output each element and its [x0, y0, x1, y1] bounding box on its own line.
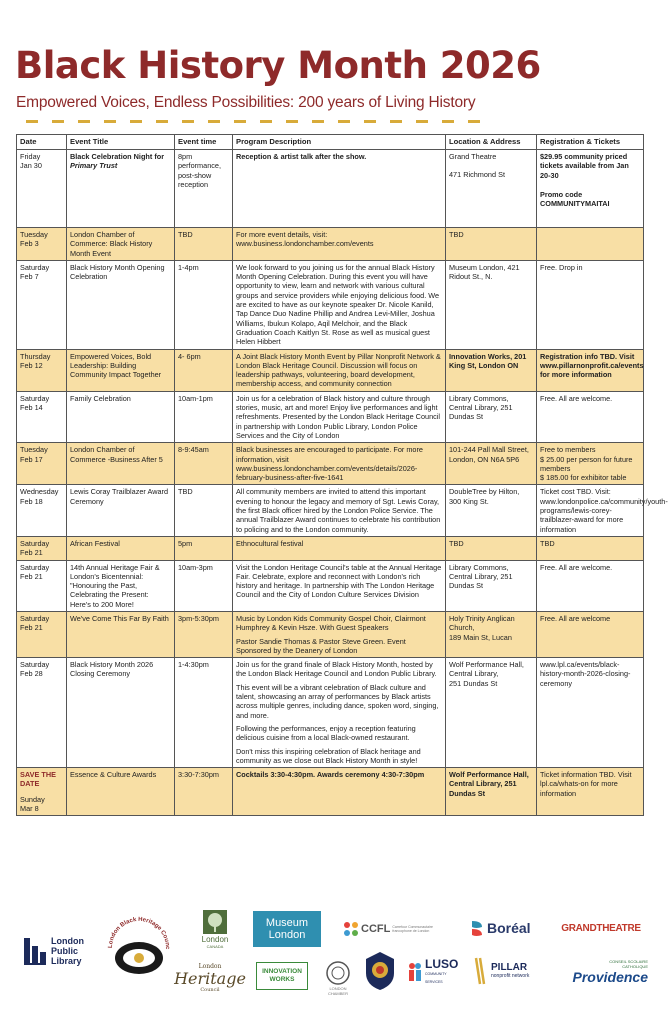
table-cell-tickets — [537, 443, 644, 485]
table-cell-date — [17, 228, 67, 261]
cell-text: TBD — [449, 230, 464, 239]
table-cell-tickets — [537, 611, 644, 657]
table-cell-desc — [233, 768, 446, 816]
cell-text: 101-244 Pall Mall Street, London, ON N6A 5P6 — [449, 445, 529, 464]
table-row — [17, 150, 644, 228]
cell-text: London Chamber of Commerce -Business After 5 — [70, 445, 163, 464]
table-cell-title — [67, 443, 175, 485]
logo-text: Library — [51, 956, 82, 966]
london-heritage-council-logo — [172, 956, 248, 1000]
cell-text: Grand Theatre — [449, 152, 497, 161]
cell-text: Lewis Coray Trailblazer Award Ceremony — [70, 487, 169, 506]
cell-text: Saturday — [20, 393, 50, 403]
cell-text: Reception & artist talk after the show. — [236, 152, 367, 161]
column-header: Event time — [175, 135, 233, 150]
table-cell-time — [175, 658, 233, 768]
table-cell-desc — [233, 150, 446, 228]
logo-text: GRANDTHEATRE — [561, 922, 641, 934]
cell-text: Music by London Kids Community Gospel Choir, Clairmont Humphrey & Kevin Hsze. With Guest Speakers — [236, 613, 426, 633]
table-cell-title — [67, 150, 175, 228]
cell-text: Primary Trust — [70, 161, 118, 171]
table-cell-location — [446, 228, 537, 261]
cell-text: Free. All are welcome — [540, 613, 611, 623]
cell-text: 10am-1pm — [178, 393, 213, 403]
table-cell-title — [67, 228, 175, 261]
table-cell-tickets — [537, 228, 644, 261]
cell-text: 4- 6pm — [178, 351, 201, 361]
cell-text: DoubleTree by Hilton, 300 King St. — [449, 487, 520, 506]
cell-text: Saturday — [20, 660, 50, 670]
table-row — [17, 658, 644, 768]
cell-text: Library Commons, Central Library, 251 Dundas St — [449, 393, 513, 422]
table-cell-desc — [233, 260, 446, 349]
logo-text: CATHOLIQUE — [622, 964, 648, 969]
museum-london-logo — [253, 911, 321, 947]
logo-text: London — [201, 935, 229, 944]
cell-text: Feb 14 — [20, 403, 43, 413]
table-cell-date — [17, 391, 67, 442]
cell-text: We've Come This Far By Faith — [70, 613, 169, 623]
cell-text: Free to members — [540, 445, 596, 455]
cell-text: Saturday — [20, 613, 50, 623]
cell-text: Feb 7 — [20, 272, 39, 282]
table-cell-tickets — [537, 658, 644, 768]
cell-text: 14th Annual Heritage Fair & London's Bicentennial: "Honouring the Past, Celebrating the Present: Here's to 200 More! — [70, 562, 160, 609]
table-cell-desc — [233, 443, 446, 485]
cell-text: Saturday — [20, 262, 50, 272]
cell-text: 189 Main St, Lucan — [449, 632, 512, 642]
cell-text: Cocktails 3:30-4:30pm. Awards ceremony 4:30-7:30pm — [236, 770, 425, 780]
cell-text: We look forward to you joining us for the annual Black History Month Opening Celebration. During this event you will have opportunity to view, learn and network with various cultural groups and service providers while enjoying delicious food. We are excited to have as our keynote speaker Dr. Nicole Kanild, Tap Dance Duo Nadine Phillip and Andrea Levi-Miller, Joshua Williams, Ibukun Kolapo, Aqil Melchoir, and the Black Graduation Coach Kaitlyn St. Rose as well as musical guest Helen Hibbert — [236, 262, 440, 347]
column-header: Program Description — [233, 135, 446, 150]
cell-text: Ethnocultural festival — [236, 538, 304, 548]
cell-text: Ticket information TBD. Visit lpl.ca/whats-on for more information — [540, 770, 632, 798]
table-row — [17, 391, 644, 442]
table-header-row — [17, 135, 644, 150]
table-row — [17, 768, 644, 816]
column-header: Date — [17, 135, 67, 150]
cell-text: TBD — [178, 230, 193, 239]
cell-text: Black History Month Opening Celebration — [70, 262, 165, 282]
grand-theatre-logo — [553, 918, 649, 938]
table-cell-time — [175, 349, 233, 391]
cell-text: Don't miss this inspiring celebration of Black heritage and community as we close out Black History Month in style! — [236, 746, 421, 765]
cell-text: Visit the London Heritage Council's table at the Annual Heritage Fair. Celebrate, explore and reconnect with London's rich history and heritage. In partnership with The London Heritage Council and the City of London Culture Services Division — [236, 562, 442, 600]
logo-text: London — [51, 936, 84, 946]
people-icon — [407, 961, 423, 983]
london-police-logo — [363, 950, 397, 992]
table-cell-location — [446, 658, 537, 768]
table-row — [17, 485, 644, 536]
cell-text: Feb 18 — [20, 496, 43, 506]
cell-text: Tuesday — [20, 230, 48, 239]
column-header: Event Title — [67, 135, 175, 150]
logo-text: CONSEIL SCOLAIRE — [609, 959, 648, 964]
logo-text: London Black Heritage Counc — [107, 916, 171, 950]
table-cell-location — [446, 349, 537, 391]
cell-text: Ticket cost TBD. Visit: www.londonpolice.ca/community/youth-programs/lewis-corey-trailblazer-award for more information — [540, 487, 668, 534]
cell-text: Family Celebration — [70, 393, 131, 403]
cell-text: Saturday — [20, 562, 50, 572]
cell-text: $29.95 community priced tickets available from Jan 20-30 — [540, 152, 629, 180]
table-cell-date — [17, 560, 67, 611]
cell-text: 251 Dundas St — [449, 678, 498, 688]
cell-text: $ 25.00 per person for future members — [540, 454, 633, 473]
table-cell-desc — [233, 391, 446, 442]
cell-text: Sunday — [20, 794, 45, 804]
logo-text: London — [268, 929, 306, 941]
cell-text: Pastor Sandie Thomas & Pastor Steve Green. Event Sponsored by the Deanery of London — [236, 636, 406, 655]
table-cell-time — [175, 485, 233, 536]
logo-text: LONDON — [329, 986, 347, 991]
table-cell-date — [17, 150, 67, 228]
table-cell-desc — [233, 485, 446, 536]
cell-text: Black History Month 2026 Closing Ceremony — [70, 660, 154, 679]
page-title: Black History Month 2026 — [15, 44, 541, 87]
logo-text: Museum — [265, 917, 309, 929]
table-cell-date — [17, 536, 67, 560]
table-cell-time — [175, 150, 233, 228]
cell-text: African Festival — [70, 538, 120, 548]
cell-text: Following the performances, enjoy a reception featuring delicious cuisine from a local Black-owned restaurant. — [236, 723, 416, 743]
table-cell-date — [17, 611, 67, 657]
table-cell-location — [446, 560, 537, 611]
table-cell-location — [446, 260, 537, 349]
cell-text: www.lpl.ca/events/black-history-month-2026-closing-ceremony — [540, 660, 631, 688]
cell-text: A Joint Black History Month Event by Pillar Nonprofit Network & London Black Heritage Council. Discussion will focus on leadership pathways, volunteering, board development, membership access, and community connection — [236, 351, 441, 389]
logo-text: PILLAR — [491, 961, 528, 973]
cell-text: Feb 3 — [20, 239, 39, 249]
cell-text: 5pm — [178, 538, 193, 548]
logo-text: CANADA — [206, 944, 224, 949]
pillar-nonprofit-logo — [472, 954, 544, 988]
cell-text: Black Celebration Night for — [70, 152, 165, 161]
table-cell-time — [175, 611, 233, 657]
table-cell-date — [17, 260, 67, 349]
providence-logo — [548, 956, 648, 988]
cell-text: TBD — [178, 487, 193, 497]
cell-text: Free. All are welcome. — [540, 562, 613, 572]
table-cell-tickets — [537, 768, 644, 816]
cell-text: Wolf Performance Hall, Central Library, 251 Dundas St — [449, 770, 529, 798]
table-cell-date — [17, 485, 67, 536]
cell-text: London Chamber of Commerce: Black History Month Event — [70, 230, 153, 258]
cell-text: Promo code COMMUNITYMAITAI — [540, 189, 610, 209]
cell-text: This event will be a vibrant celebration of Black culture and talent, showcasing an array of performances by Black artists across multiple genres, including dance, spoken word, singing, and more. — [236, 682, 439, 720]
cell-text: Black businesses are encouraged to participate. For more information, visit www.business.londonchamber.com/events/details/2026-february-business-after-five-1641 — [236, 445, 423, 483]
cell-text: SAVE THE DATE — [20, 770, 56, 789]
london-black-heritage-council-logo — [104, 914, 174, 982]
table-row — [17, 536, 644, 560]
table-cell-location — [446, 536, 537, 560]
table-cell-time — [175, 260, 233, 349]
cell-text: 3:30-7:30pm — [178, 770, 219, 780]
cell-text: All community members are invited to attend this important evening to honour the legacy and memory of Sgt. Lewis Coray, the first Black officer hired by the London Police Service. The annual Trailblazer Award continues to celebrate his contribution to policing and to the London community. — [236, 487, 441, 534]
table-cell-title — [67, 560, 175, 611]
boreal-mark-icon — [470, 919, 484, 937]
table-cell-location — [446, 150, 537, 228]
cell-text: For more event details, visit: www.business.londonchamber.com/events — [236, 230, 374, 249]
star-cluster-icon — [343, 921, 359, 937]
table-row — [17, 260, 644, 349]
cell-text: Jan 30 — [20, 161, 42, 171]
cell-text: Feb 28 — [20, 669, 43, 679]
logo-text: Council — [200, 987, 220, 993]
logo-text: INNOVATION — [262, 968, 302, 975]
cell-text: Join us for a celebration of Black history and culture through stories, music, art and more! Enjoy live performances and light refreshments. Presented by the London Black Heritage Council in partnership with London Public Library, London Police Services and the City of London — [236, 393, 441, 440]
cell-text: Feb 17 — [20, 454, 43, 464]
table-cell-title — [67, 658, 175, 768]
cell-text: Library Commons, Central Library, 251 Dundas St — [449, 562, 513, 591]
cell-text: TBD — [540, 538, 555, 548]
logo-text: LUSO — [425, 957, 459, 971]
cell-text: Feb 12 — [20, 360, 43, 370]
table-row — [17, 443, 644, 485]
logo-text: francophone de London — [392, 929, 430, 933]
table-cell-tickets — [537, 485, 668, 536]
logo-text: Providence — [572, 969, 648, 985]
events-table — [16, 134, 668, 816]
cell-text: Free. All are welcome. — [540, 393, 613, 403]
table-cell-title — [67, 768, 175, 816]
table-cell-title — [67, 349, 175, 391]
hands-emblem-icon — [104, 914, 174, 982]
cell-text: Holy Trinity Anglican Church, — [449, 613, 515, 633]
table-cell-date — [17, 768, 67, 816]
cell-text: Wednesday — [20, 487, 59, 497]
cell-text: Free. Drop in — [540, 262, 583, 272]
table-cell-tickets — [537, 349, 644, 391]
london-chamber-logo — [318, 956, 358, 1000]
cell-text: TBD — [449, 538, 464, 548]
logo-text: Heritage — [174, 969, 246, 988]
ccfl-logo — [343, 916, 435, 942]
cell-text: Essence & Culture Awards — [70, 770, 157, 780]
table-cell-time — [175, 536, 233, 560]
tree-icon — [202, 909, 228, 935]
table-cell-time — [175, 391, 233, 442]
table-cell-title — [67, 611, 175, 657]
table-cell-title — [67, 536, 175, 560]
table-cell-date — [17, 349, 67, 391]
column-header: Location & Address — [446, 135, 537, 150]
cell-text: Innovation Works, 201 King St, London ON — [449, 351, 527, 370]
london-public-library-logo — [22, 933, 100, 969]
cell-text: Feb 21 — [20, 623, 43, 633]
table-row — [17, 560, 644, 611]
logo-text: nonprofit network — [491, 972, 530, 979]
cell-text: Thursday — [20, 351, 51, 361]
cell-text: Feb 21 — [20, 548, 43, 558]
cell-text: 10am-3pm — [178, 562, 213, 572]
cell-text: 3pm-5:30pm — [178, 613, 219, 623]
table-cell-location — [446, 611, 537, 657]
table-cell-desc — [233, 228, 446, 261]
table-cell-date — [17, 443, 67, 485]
cell-text: 471 Richmond St — [449, 170, 505, 180]
page-subtitle: Empowered Voices, Endless Possibilities: 200 years of Living History — [16, 94, 476, 111]
cell-text: 1-4pm — [178, 262, 199, 272]
logo-text: Boréal — [487, 920, 531, 936]
chamber-emblem-icon — [325, 960, 351, 986]
logo-text: COMMUNITY SERVICES — [425, 972, 447, 984]
table-cell-desc — [233, 611, 446, 657]
cell-text: Wolf Performance Hall, Central Library, — [449, 660, 524, 679]
cell-text: Tuesday — [20, 445, 48, 455]
table-cell-title — [67, 260, 175, 349]
luso-logo — [407, 958, 463, 986]
table-cell-tickets — [537, 536, 644, 560]
cell-text: Empowered Voices, Bold Leadership: Building Community Impact Together — [70, 351, 162, 380]
table-cell-desc — [233, 349, 446, 391]
boreal-logo — [470, 916, 544, 940]
table-cell-desc — [233, 658, 446, 768]
table-cell-title — [67, 391, 175, 442]
table-cell-time — [175, 560, 233, 611]
cell-text: 8pm performance, post-show reception — [178, 152, 221, 189]
cell-text: Museum London, 421 Ridout St., N. — [449, 262, 520, 282]
police-badge-icon — [364, 951, 396, 991]
cell-text: Mar 8 — [20, 804, 39, 814]
table-cell-desc — [233, 536, 446, 560]
logo-text: CHAMBER — [327, 991, 348, 996]
table-cell-tickets — [537, 560, 644, 611]
logo-text: CCFL — [361, 923, 391, 935]
cell-text: Saturday — [20, 538, 50, 548]
table-cell-tickets — [537, 391, 644, 442]
pillar-icon — [472, 956, 488, 986]
logo-text: Public — [51, 946, 79, 956]
column-header: Registration & Tickets — [537, 135, 644, 150]
table-cell-title — [67, 485, 175, 536]
table-cell-location — [446, 485, 537, 536]
table-cell-location — [446, 391, 537, 442]
table-cell-tickets — [537, 260, 644, 349]
sponsor-logos — [0, 900, 663, 1024]
table-cell-date — [17, 658, 67, 768]
cell-text: Feb 21 — [20, 571, 43, 581]
cell-text: 8-9:45am — [178, 445, 209, 455]
decorative-pattern — [16, 115, 486, 128]
logo-text: Carrefour Communautaire — [392, 924, 433, 929]
table-row — [17, 228, 644, 261]
cell-text: $ 185.00 for exhibitor table — [540, 473, 627, 483]
table-cell-tickets — [537, 150, 644, 228]
table-cell-time — [175, 443, 233, 485]
innovation-works-logo — [256, 962, 308, 990]
table-cell-desc — [233, 560, 446, 611]
cell-text: Join us for the grand finale of Black History Month, hosted by the London Black Heritage Council and London Public Library. — [236, 660, 437, 679]
logo-text: WORKS — [269, 976, 295, 983]
table-row — [17, 349, 644, 391]
cell-text: Friday — [20, 152, 41, 161]
cell-text: Registration info TBD. Visit www.pillarnonprofit.ca/events for more information — [540, 351, 644, 380]
table-cell-location — [446, 768, 537, 816]
cell-text: 1-4:30pm — [178, 660, 209, 670]
table-cell-location — [446, 443, 537, 485]
table-cell-time — [175, 768, 233, 816]
library-icon — [22, 936, 48, 966]
table-cell-time — [175, 228, 233, 261]
city-of-london-logo — [196, 906, 234, 952]
table-row — [17, 611, 644, 657]
logo-text: London — [198, 963, 222, 970]
